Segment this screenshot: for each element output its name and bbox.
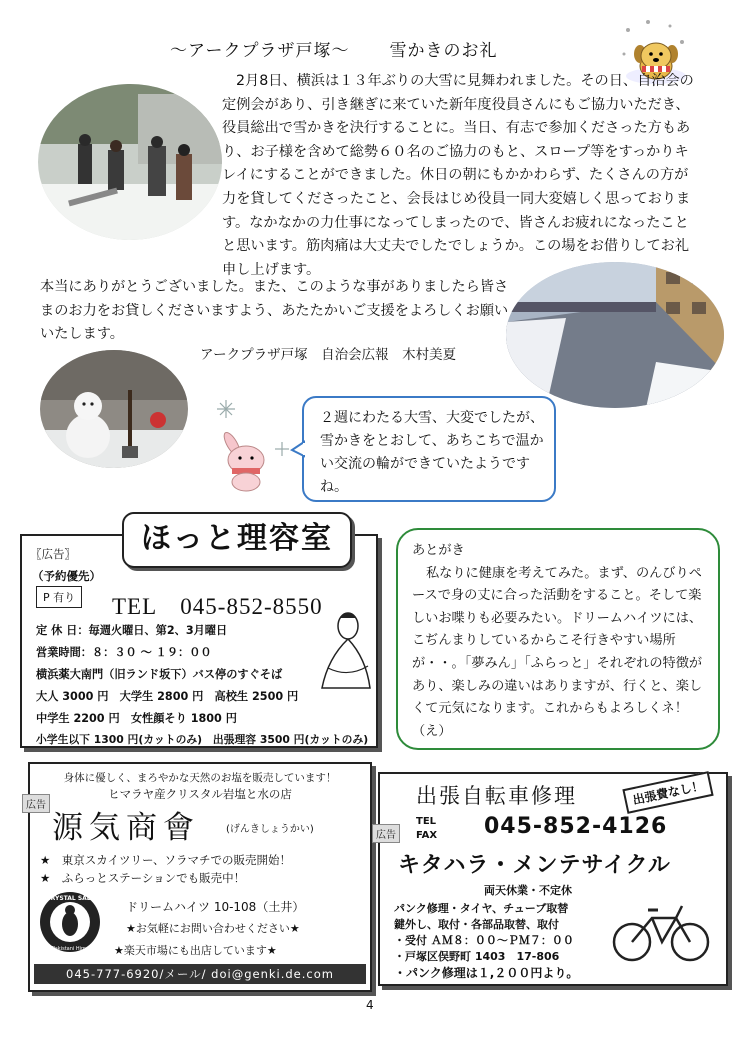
page-title bbox=[170, 36, 498, 61]
salt-shop-advertisement bbox=[28, 762, 372, 992]
ad-label: 〖広告〗 bbox=[30, 547, 76, 561]
salt-intro-1: 身体に優しく、まろやかな天然のお塩を販売しています！ bbox=[63, 772, 337, 784]
bicycle-headline: 出張自転車修理 bbox=[416, 784, 577, 808]
photo-snow-shoveling bbox=[38, 84, 222, 240]
salt-contact-bar: 045-777-6920/メール/ doi@genki.de.com bbox=[34, 964, 366, 984]
salt-news-2: ★ ふらっとステーションでも販売中！ bbox=[40, 871, 246, 885]
crystal-salt-logo bbox=[38, 890, 102, 954]
bicycle-service-2: 鍵外し、取付・各部品取替、取付 bbox=[394, 918, 559, 931]
salt-address: ドリームハイツ 10-108（土井） bbox=[126, 900, 305, 914]
salt-note-2: ★楽天市場にも出店しています★ bbox=[114, 944, 277, 957]
salt-ad-label: 広告 bbox=[22, 794, 50, 813]
barber-location: 横浜薬大南門（旧ランド坂下）バス停のすぐそば bbox=[36, 668, 283, 681]
tel-label: TEL bbox=[416, 816, 437, 827]
bicycle-service-1: パンク修理・タイヤ、チューブ取替 bbox=[394, 902, 569, 915]
crystal-salt-logo-subtext: From Pakistani Himalayas bbox=[38, 946, 102, 952]
bicycle-shop-name: キタハラ・メンテサイクル bbox=[398, 853, 671, 878]
article-paragraph-closing: 本当にありがとうございました。また、このような事がありましたら皆さまのお力をお貸しくださいますよう、あたたかいご支援をよろしくお願いいたします。 bbox=[40, 279, 509, 343]
barber-phone: TEL 045-852-8550 bbox=[112, 594, 323, 619]
speech-bubble-text: ２週にわたる大雪、大変でしたが、雪かきをとおして、あちこちで温かい交流の輪ができていたようですね。 bbox=[320, 410, 544, 495]
crystal-salt-logo-text: CRYSTAL SALT bbox=[46, 895, 94, 902]
article-signature: アークプラザ戸塚 自治会広報 木村美夏 bbox=[200, 347, 457, 363]
afterword-text: 私なりに健康を考えてみた。まず、のんびりペースで身の丈に合った活動をすること。そして楽しいお喋りも必要みたい。ドリームハイツには、こぢんまりしているからこそ行きやすい場所が・・。「夢みん」「ふらっと」それぞれの特徴があり、楽しみの違いはありますが、行くと、楽しくて元気になります。これからもよろしくネ！（え） bbox=[412, 565, 703, 739]
title-subject: 雪かきのお礼 bbox=[389, 41, 498, 61]
price-line-3: 小学生以下 1300 円(カットのみ) 出張理容 3500 円(カットのみ) bbox=[36, 733, 369, 746]
barber-shop-name: ほっと理容室 bbox=[122, 512, 352, 568]
speech-bubble bbox=[302, 396, 556, 502]
bicycle-ad-label: 広告 bbox=[372, 824, 400, 843]
bicycle-closed: 両天休業・不定休 bbox=[484, 884, 572, 897]
photo-cleared-slope bbox=[506, 262, 724, 408]
page-number: 4 bbox=[366, 998, 374, 1012]
bicycle-phone: 045-852-4126 bbox=[484, 814, 668, 839]
salt-note-1: ★お気軽にお問い合わせください★ bbox=[126, 922, 300, 935]
salt-shop-name: 源気商會 bbox=[52, 810, 200, 846]
price-line-1: 大人 3000 円 大学生 2800 円 高校生 2500 円 bbox=[36, 690, 299, 703]
salt-shop-reading: (げんきしょうかい) bbox=[226, 824, 314, 835]
reservation-note: （予約優先） bbox=[32, 569, 101, 583]
business-hours: 営業時間：８：３０ ～ １９：００ bbox=[36, 646, 212, 659]
fax-label: FAX bbox=[416, 830, 438, 841]
bicycle-address: ・戸塚区俣野町 1403 17-806 bbox=[394, 950, 560, 963]
title-location: ～アークプラザ戸塚～ bbox=[170, 41, 350, 61]
bicycle-icon bbox=[610, 898, 714, 964]
barber-figure-illustration bbox=[318, 608, 374, 698]
afterword-box bbox=[396, 528, 720, 750]
bicycle-repair-advertisement bbox=[378, 772, 728, 986]
free-trip-stamp: 出張費なし！ bbox=[622, 771, 713, 814]
closed-days: 定 休 日：毎週火曜日、第2、3月曜日 bbox=[36, 624, 228, 637]
bicycle-price: ・パンク修理は１,２００円より。 bbox=[394, 966, 579, 980]
parking-badge: P 有り bbox=[36, 586, 82, 608]
afterword-heading: あとがき bbox=[412, 543, 465, 558]
bicycle-hours: ・受付 ＡＭ８：００～ＰＭ７：００ bbox=[394, 934, 574, 947]
article-paragraph-main: 2月8日、横浜は１３年ぶりの大雪に見舞われました。その日、自治会の定例会があり、引き継ぎに来ていた新年度役員さんにもご協力いただき、役員総出で雪かきを決行することに。当日、有志で参加くださった方もあり、お子様を含めて総勢６０名のご協力のもと、スロープ等をすっかりキレイにすることができました。休日の朝にもかかわらず、たくさんの方が力を貸してくださったこと、会長はじめ役員一同大変嬉しく思っております。なかなかの力仕事になってしまったので、皆さんお疲れになったことと思います。筋肉痛は大丈夫でしたでしょうか。この場をお借りしてお礼申し上げます。 bbox=[222, 73, 694, 278]
rabbit-mascot-illustration bbox=[212, 398, 302, 494]
photo-snowman bbox=[40, 350, 188, 468]
salt-news-1: ★ 東京スカイツリー、ソラマチでの販売開始！ bbox=[40, 853, 292, 867]
salt-intro-2: ヒマラヤ産クリスタル岩塩と水の店 bbox=[108, 787, 292, 801]
price-line-2: 中学生 2200 円 女性顔そり 1800 円 bbox=[36, 712, 237, 725]
speech-bubble-tail bbox=[290, 440, 306, 460]
